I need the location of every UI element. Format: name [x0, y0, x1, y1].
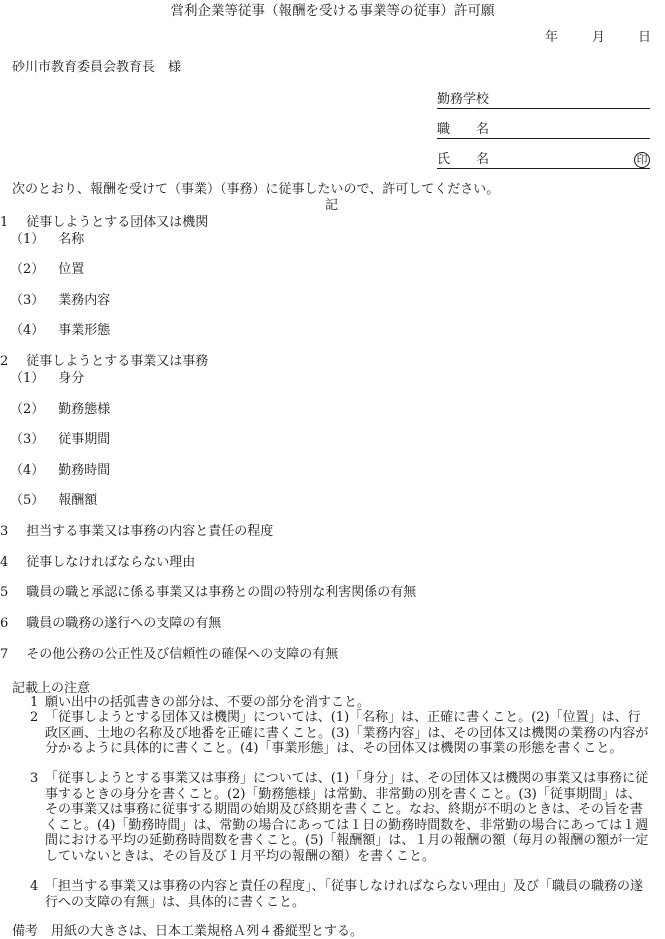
section-2	[0, 355, 208, 368]
item-label: 業務内容	[58, 293, 111, 308]
position-label: 職 名	[437, 122, 490, 137]
item-number: （4）	[10, 463, 45, 478]
section-number: 1	[0, 215, 9, 230]
section-title: 従事しなければならない理由	[26, 555, 196, 570]
note-text: 「従事しようとする団体又は機関」については、(1)「名称」は、正確に書くこと。(2)「位置」は、行政区画、土地の名称及び地番を正確に書くこと。(3)「業務内容」は、その団体又は機関の業務の内容が分かるように具体的に書くこと。(4)「事業形態」は、その団体又は機関の事業の形態を書くこと。	[45, 710, 649, 756]
item-label: 従事期間	[58, 432, 111, 447]
item-number: （5）	[10, 493, 45, 508]
item-1-2	[10, 263, 84, 276]
note-text: 「従事しようとする事業又は事務」については、(1)「身分」は、その団体又は機関の事業又は事務に従事するときの身分を書くこと。(2)「勤務態様」は常勤、非常勤の別を書くこと。(3)「従事期間」は、その事業又は事務に従事する期間の始期及び終期を書くこと。なお、終期が不明のときは、その旨を書くこと。(4)「勤務時間」は、常勤の場合にあっては１日の勤務時間数を、非常勤の場合にあっては１週間における平均の延勤務時間数を書くこと。(5)「報酬額」は、１月の報酬の額（毎月の報酬の額が一定していないときは、その旨及び１月平均の報酬の額）を書くこと。	[45, 771, 649, 864]
section-1	[0, 216, 208, 229]
name-field[interactable]	[437, 153, 650, 169]
item-number: （1）	[10, 371, 45, 386]
note-number: 4	[30, 879, 39, 894]
note-1	[30, 695, 665, 711]
item-label: 身分	[58, 371, 85, 386]
school-field[interactable]	[437, 93, 650, 109]
intro-text: 次のとおり、報酬を受けて（事業）（事務）に従事したいので、許可してください。	[12, 182, 500, 197]
section-5	[0, 586, 416, 599]
item-label: 位置	[58, 262, 85, 277]
item-label: 勤務態様	[58, 402, 111, 417]
section-3	[0, 525, 273, 538]
item-2-4	[10, 464, 110, 477]
item-number: （2）	[10, 262, 45, 277]
note-3	[30, 771, 650, 864]
ki-heading: 記	[325, 198, 339, 213]
section-title: 職員の職と承認に係る事業又は事務との間の特別な利害関係の有無	[26, 585, 417, 600]
item-2-5	[10, 494, 97, 507]
document-title: 営利企業等従事（報酬を受ける事業等の従事）許可願	[170, 3, 495, 19]
section-4	[0, 556, 195, 569]
item-number: （1）	[10, 232, 45, 247]
note-number: 1	[30, 695, 39, 710]
note-2	[30, 710, 650, 757]
school-label: 勤務学校	[437, 92, 490, 107]
section-number: 2	[0, 354, 9, 369]
section-number: 5	[0, 585, 9, 600]
section-title: その他公務の公正性及び信頼性の確保への支障の有無	[26, 647, 339, 662]
addressee: 砂川市教育委員会教育長 様	[12, 60, 182, 75]
item-label: 事業形態	[58, 323, 111, 338]
section-number: 4	[0, 555, 9, 570]
item-2-3	[10, 433, 110, 446]
item-label: 報酬額	[58, 493, 98, 508]
date-month: 月	[592, 30, 606, 45]
item-1-3	[10, 294, 110, 307]
section-number: 3	[0, 524, 9, 539]
note-number: 3	[30, 771, 39, 786]
note-number: 2	[30, 710, 39, 725]
section-title: 従事しようとする団体又は機関	[26, 215, 209, 230]
item-number: （2）	[10, 402, 45, 417]
section-7	[0, 648, 338, 661]
section-number: 6	[0, 616, 9, 631]
item-number: （4）	[10, 323, 45, 338]
note-text: 「担当する事業又は事務の内容と責任の程度」、「従事しなければならない理由」及び「職員の職務の遂行への支障の有無」は、具体的に書くこと。	[45, 879, 644, 910]
date-day: 日	[638, 30, 652, 45]
item-1-1	[10, 233, 84, 246]
section-title: 職員の職務の遂行への支障の有無	[26, 616, 222, 631]
section-6	[0, 617, 221, 630]
notes-heading: 記載上の注意	[12, 681, 91, 696]
section-number: 7	[0, 647, 9, 662]
section-title: 担当する事業又は事務の内容と責任の程度	[26, 524, 274, 539]
item-label: 名称	[58, 232, 85, 247]
item-number: （3）	[10, 432, 45, 447]
item-number: （3）	[10, 293, 45, 308]
note-text: 願い出中の括弧書きの部分は、不要の部分を消すこと。	[45, 695, 371, 710]
item-2-1	[10, 372, 84, 385]
seal-mark: 印	[634, 152, 650, 168]
date-year: 年	[545, 30, 559, 45]
position-field[interactable]	[437, 123, 650, 139]
section-title: 従事しようとする事業又は事務	[26, 354, 209, 369]
item-label: 勤務時間	[58, 463, 111, 478]
item-1-4	[10, 324, 110, 337]
name-label: 氏 名	[437, 152, 490, 167]
item-2-2	[10, 403, 110, 416]
remarks: 備考 用紙の大きさは、日本工業規格Ａ列４番縦型とする。	[12, 924, 364, 939]
note-4	[30, 879, 650, 910]
